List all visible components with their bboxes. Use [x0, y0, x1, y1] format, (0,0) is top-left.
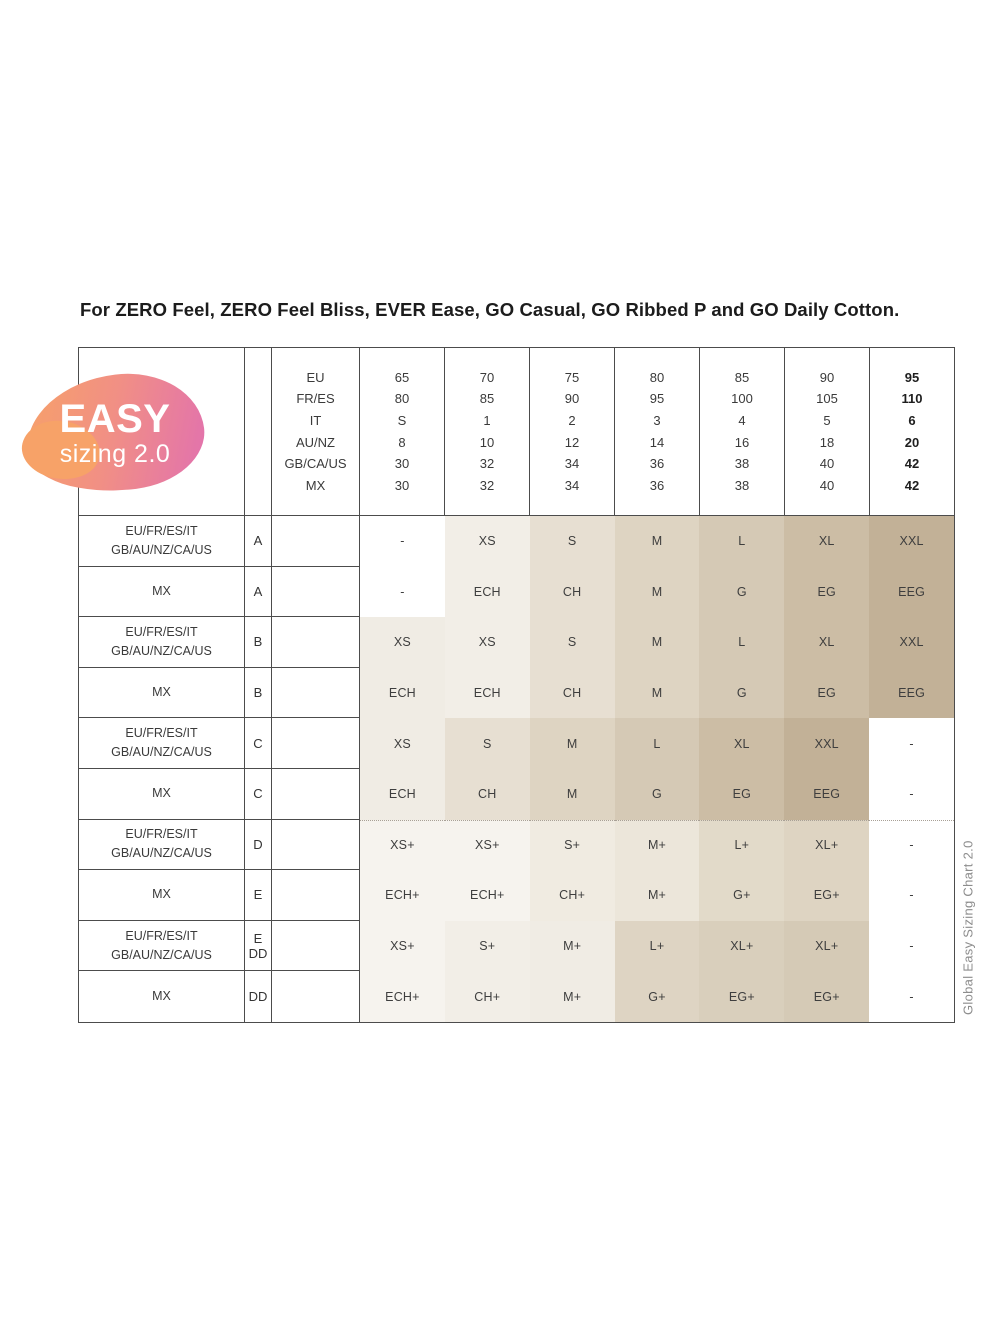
- cup-line: C: [253, 786, 263, 802]
- size-cell: XXL: [869, 516, 954, 567]
- header-size-column: [615, 348, 700, 515]
- size-cell: XS+: [360, 921, 445, 972]
- cup-line: E: [253, 930, 263, 946]
- size-cell: L: [699, 516, 784, 567]
- size-cell: M: [530, 769, 615, 820]
- logo-word-easy: EASY: [59, 397, 171, 441]
- size-cell: XS: [360, 718, 445, 769]
- size-cell: EEG: [869, 668, 954, 719]
- region-cell: [79, 668, 245, 719]
- header-size-value: 36: [649, 456, 665, 472]
- cup-line: E: [253, 887, 263, 903]
- size-cell: G: [699, 668, 784, 719]
- logo-word-sizing: sizing 2.0: [59, 440, 171, 468]
- header-size-value: 12: [564, 434, 580, 450]
- spacer-cell: [272, 567, 360, 618]
- cup-size-cell: [245, 516, 272, 567]
- header-size-value: 80: [394, 391, 410, 407]
- cup-size-cell: [245, 921, 272, 972]
- size-cell: M: [615, 516, 700, 567]
- table-row: [79, 870, 954, 921]
- region-line: EU/FR/ES/IT: [125, 928, 198, 943]
- vertical-caption: Global Easy Sizing Chart 2.0: [960, 840, 976, 1016]
- cup-line: B: [253, 685, 263, 701]
- size-cell: G+: [699, 870, 784, 921]
- table-row: [79, 567, 954, 618]
- header-size-value: 32: [479, 477, 495, 493]
- header-size-columns: [360, 348, 954, 515]
- size-cell: -: [869, 971, 954, 1022]
- header-size-value: 42: [904, 456, 920, 472]
- region-line: GB/AU/NZ/CA/US: [111, 947, 212, 962]
- table-row: [79, 921, 954, 972]
- header-size-column: [870, 348, 954, 515]
- header-size-value: 85: [734, 369, 750, 385]
- size-cell: G+: [615, 971, 700, 1022]
- size-cell: EG: [784, 668, 869, 719]
- header-size-value: 5: [823, 412, 831, 428]
- cup-line: D: [253, 836, 263, 852]
- region-line: GB/AU/NZ/CA/US: [111, 846, 212, 861]
- region-cell: [79, 921, 245, 972]
- header-size-value: 16: [734, 434, 750, 450]
- size-cell: -: [869, 718, 954, 769]
- region-line: GB/AU/NZ/CA/US: [111, 542, 212, 557]
- header-system-labels: [272, 348, 360, 515]
- table-header: [79, 348, 954, 516]
- size-cell: XXL: [869, 617, 954, 668]
- region-cell: [79, 617, 245, 668]
- size-cell: XL: [699, 718, 784, 769]
- header-size-value: 18: [819, 434, 835, 450]
- cup-line: B: [253, 634, 263, 650]
- spacer-cell: [272, 769, 360, 820]
- size-cell: XS: [445, 617, 530, 668]
- header-size-value: 6: [908, 412, 916, 428]
- size-cell: XL+: [699, 921, 784, 972]
- spacer-cell: [272, 617, 360, 668]
- system-label: EU: [306, 369, 325, 385]
- size-cell: -: [360, 516, 445, 567]
- header-size-value: 40: [819, 456, 835, 472]
- size-cell: CH+: [530, 870, 615, 921]
- size-cell: CH: [530, 567, 615, 618]
- header-size-value: 30: [394, 477, 410, 493]
- region-line: MX: [152, 989, 171, 1004]
- region-cell: [79, 870, 245, 921]
- header-size-column: [530, 348, 615, 515]
- cup-line: C: [253, 735, 263, 751]
- header-size-value: 95: [904, 369, 920, 385]
- header-size-value: 32: [479, 456, 495, 472]
- size-cell: XS+: [445, 820, 530, 871]
- header-size-value: 36: [649, 477, 665, 493]
- size-cell: XS: [360, 617, 445, 668]
- size-cell: XXL: [784, 718, 869, 769]
- spacer-cell: [272, 870, 360, 921]
- size-cell: ECH+: [360, 971, 445, 1022]
- size-cell: M: [530, 718, 615, 769]
- header-size-value: 80: [649, 369, 665, 385]
- size-cell: EG: [784, 567, 869, 618]
- region-cell: [79, 820, 245, 871]
- region-line: GB/AU/NZ/CA/US: [111, 745, 212, 760]
- size-cell: EEG: [784, 769, 869, 820]
- header-size-value: 1: [483, 412, 491, 428]
- header-size-column: [785, 348, 870, 515]
- spacer-cell: [272, 516, 360, 567]
- header-size-value: 4: [738, 412, 746, 428]
- size-cell: M+: [530, 971, 615, 1022]
- header-size-value: 30: [394, 456, 410, 472]
- size-cell: ECH: [360, 668, 445, 719]
- size-cell: S: [530, 617, 615, 668]
- size-cell: ECH: [360, 769, 445, 820]
- size-cell: -: [869, 820, 954, 871]
- size-cell: M+: [615, 870, 700, 921]
- header-size-value: 75: [564, 369, 580, 385]
- table-row: [79, 516, 954, 567]
- header-cup-blank-cell: [245, 348, 272, 515]
- spacer-cell: [272, 668, 360, 719]
- spacer-cell: [272, 971, 360, 1022]
- cup-size-cell: [245, 718, 272, 769]
- header-size-column: [445, 348, 530, 515]
- size-cell: XL+: [784, 921, 869, 972]
- region-line: EU/FR/ES/IT: [125, 726, 198, 741]
- header-size-value: 20: [904, 434, 920, 450]
- header-size-value: 90: [564, 391, 580, 407]
- header-size-value: 40: [819, 477, 835, 493]
- size-cell: G: [699, 567, 784, 618]
- table-row: [79, 617, 954, 668]
- table-row: [79, 769, 954, 820]
- cup-line: DD: [248, 945, 268, 961]
- system-label: AU/NZ: [296, 434, 335, 450]
- system-label: MX: [305, 477, 326, 493]
- table-row: [79, 718, 954, 769]
- size-table: [78, 347, 955, 1023]
- size-cell: S+: [445, 921, 530, 972]
- size-cell: XL: [784, 516, 869, 567]
- header-size-value: 105: [816, 391, 838, 407]
- region-cell: [79, 769, 245, 820]
- size-cell: -: [360, 567, 445, 618]
- size-cell: G: [615, 769, 700, 820]
- region-line: EU/FR/ES/IT: [125, 624, 198, 639]
- header-size-value: 10: [479, 434, 495, 450]
- size-cell: -: [869, 769, 954, 820]
- size-cell: ECH+: [445, 870, 530, 921]
- size-cell: L: [699, 617, 784, 668]
- system-label: IT: [309, 412, 322, 428]
- header-size-value: 110: [901, 391, 923, 407]
- region-line: EU/FR/ES/IT: [125, 523, 198, 538]
- cup-size-cell: [245, 617, 272, 668]
- header-size-value: 65: [394, 369, 410, 385]
- size-cell: M+: [615, 820, 700, 871]
- header-size-value: 100: [731, 391, 753, 407]
- header-size-value: 95: [649, 391, 665, 407]
- header-size-value: 85: [479, 391, 495, 407]
- cup-line: A: [253, 533, 263, 549]
- region-line: EU/FR/ES/IT: [125, 827, 198, 842]
- header-size-value: 3: [653, 412, 661, 428]
- size-cell: ECH: [445, 668, 530, 719]
- size-cell: M: [615, 668, 700, 719]
- chart-title: For ZERO Feel, ZERO Feel Bliss, EVER Ease, GO Casual, GO Ribbed P and GO Daily Cotton.: [80, 299, 900, 320]
- system-label: FR/ES: [296, 391, 335, 407]
- size-cell: S: [445, 718, 530, 769]
- size-cell: L: [615, 718, 700, 769]
- easy-sizing-logo: [26, 375, 204, 491]
- table-body: [79, 516, 954, 1022]
- size-cell: CH: [445, 769, 530, 820]
- size-cell: CH+: [445, 971, 530, 1022]
- cup-line: DD: [248, 989, 268, 1005]
- table-row: [79, 971, 954, 1022]
- cup-size-cell: [245, 567, 272, 618]
- header-size-value: 70: [479, 369, 495, 385]
- size-cell: ECH+: [360, 870, 445, 921]
- header-size-column: [700, 348, 785, 515]
- size-cell: ECH: [445, 567, 530, 618]
- header-size-value: 14: [649, 434, 665, 450]
- header-size-value: 38: [734, 456, 750, 472]
- header-size-value: 34: [564, 477, 580, 493]
- header-size-value: 42: [904, 477, 920, 493]
- cup-size-cell: [245, 971, 272, 1022]
- header-size-value: 8: [398, 434, 406, 450]
- size-cell: EG+: [699, 971, 784, 1022]
- header-size-value: 34: [564, 456, 580, 472]
- region-line: GB/AU/NZ/CA/US: [111, 643, 212, 658]
- size-cell: XL+: [784, 820, 869, 871]
- region-cell: [79, 567, 245, 618]
- size-cell: S: [530, 516, 615, 567]
- size-cell: XS+: [360, 820, 445, 871]
- size-cell: -: [869, 870, 954, 921]
- size-cell: L+: [615, 921, 700, 972]
- size-cell: M: [615, 617, 700, 668]
- region-line: MX: [152, 583, 171, 598]
- region-cell: [79, 516, 245, 567]
- region-cell: [79, 718, 245, 769]
- cup-size-cell: [245, 668, 272, 719]
- size-cell: M: [615, 567, 700, 618]
- header-size-column: [360, 348, 445, 515]
- cup-size-cell: [245, 820, 272, 871]
- size-cell: -: [869, 921, 954, 972]
- size-cell: EG+: [784, 870, 869, 921]
- size-cell: CH: [530, 668, 615, 719]
- system-label: GB/CA/US: [284, 456, 347, 472]
- header-size-value: S: [397, 412, 407, 428]
- size-cell: L+: [699, 820, 784, 871]
- region-line: MX: [152, 685, 171, 700]
- cup-size-cell: [245, 769, 272, 820]
- table-row: [79, 668, 954, 719]
- size-cell: M+: [530, 921, 615, 972]
- size-cell: EEG: [869, 567, 954, 618]
- header-size-value: 90: [819, 369, 835, 385]
- spacer-cell: [272, 718, 360, 769]
- header-size-value: 38: [734, 477, 750, 493]
- size-cell: XL: [784, 617, 869, 668]
- size-cell: EG: [699, 769, 784, 820]
- spacer-cell: [272, 921, 360, 972]
- cup-line: A: [253, 583, 263, 599]
- size-cell: EG+: [784, 971, 869, 1022]
- size-cell: S+: [530, 820, 615, 871]
- region-line: MX: [152, 887, 171, 902]
- table-row: [79, 820, 954, 871]
- region-line: MX: [152, 786, 171, 801]
- spacer-cell: [272, 820, 360, 871]
- region-cell: [79, 971, 245, 1022]
- cup-size-cell: [245, 870, 272, 921]
- header-size-value: 2: [568, 412, 576, 428]
- size-cell: XS: [445, 516, 530, 567]
